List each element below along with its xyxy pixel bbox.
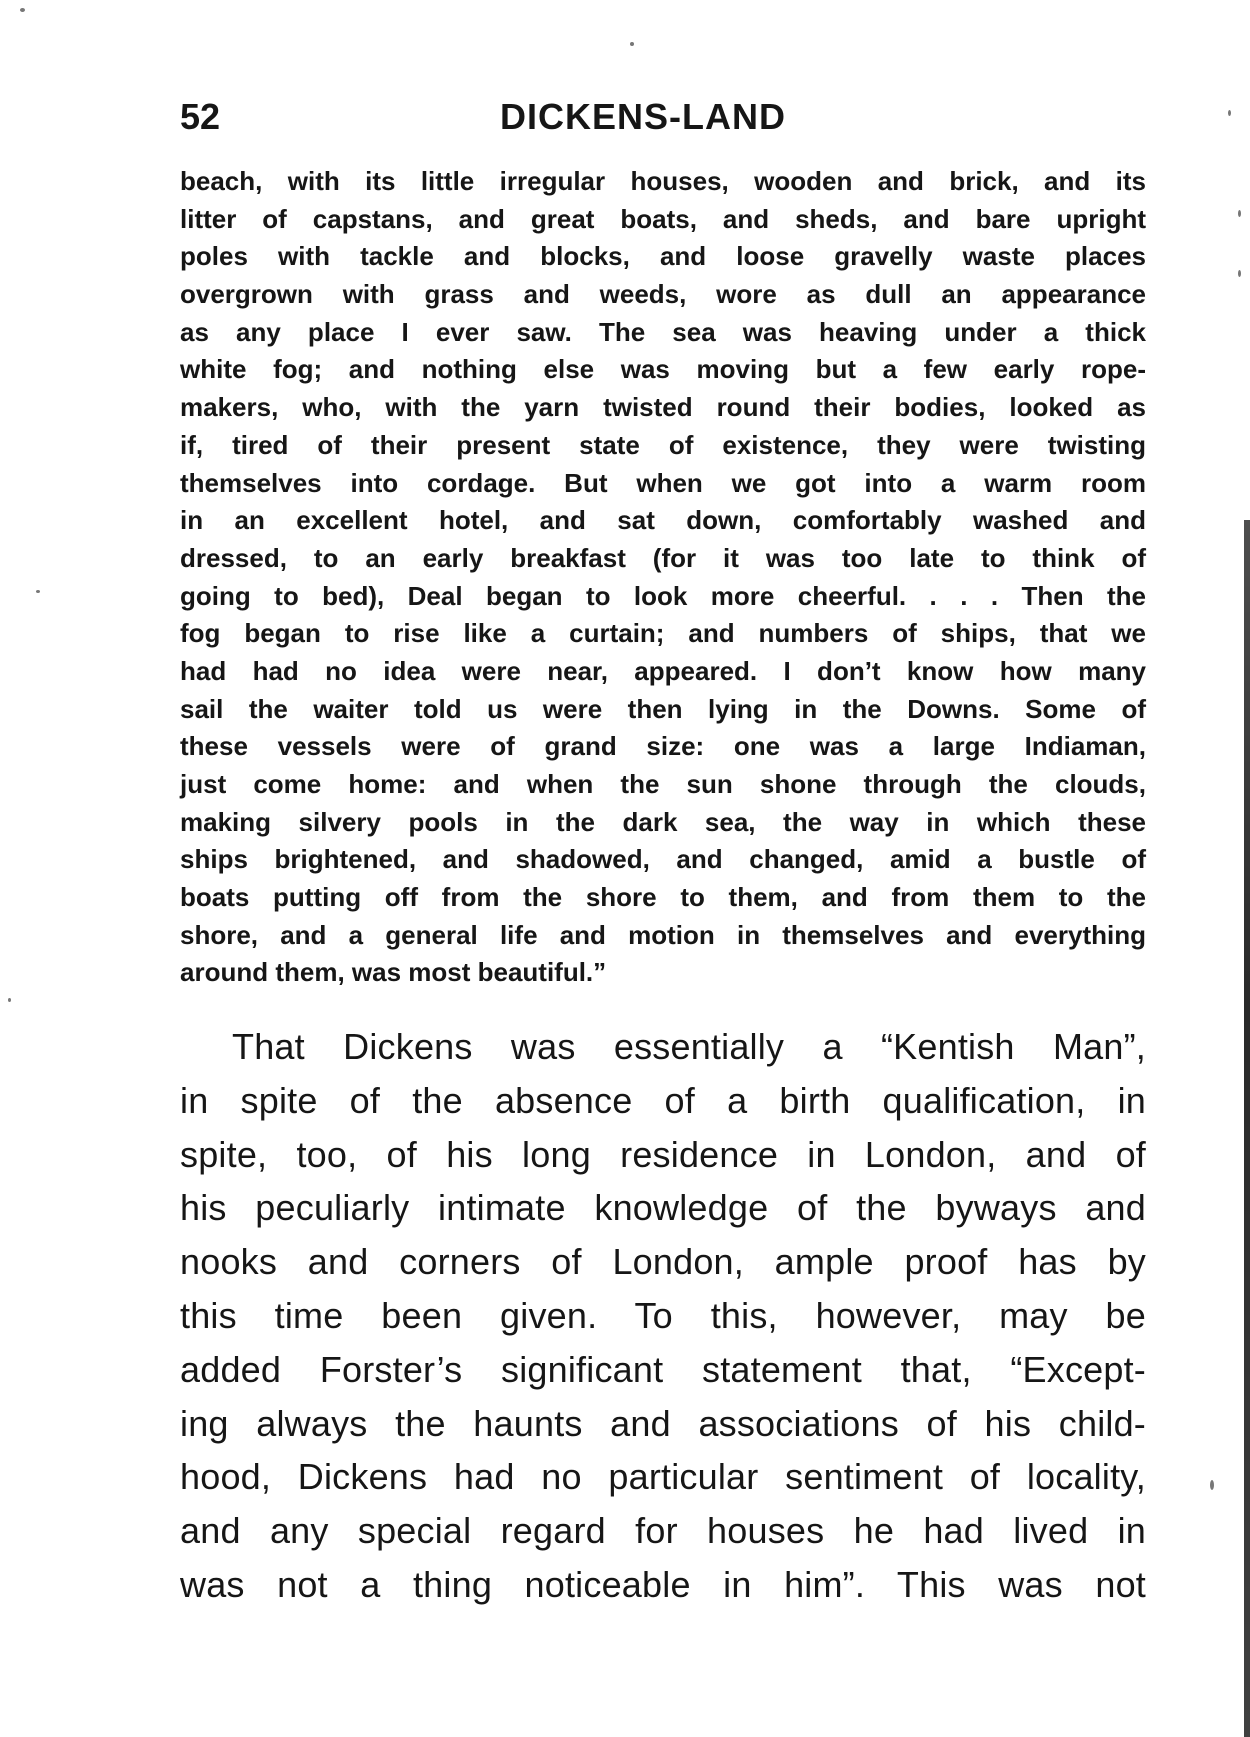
body-line: and any special regard for houses he had lived in: [180, 1510, 1146, 1552]
running-head: [180, 92, 1146, 142]
body-line: was not a thing noticeable in him”. This was not: [180, 1563, 1146, 1605]
quote-line: themselves into cordage. But when we got into a warm room: [180, 467, 1146, 498]
scan-speck: [36, 590, 40, 593]
page-number: 52: [180, 96, 221, 137]
quote-line: sail the waiter told us were then lying in the Downs. Some of: [180, 693, 1146, 724]
quote-line: fog began to rise like a curtain; and numbers of ships, that we: [180, 618, 1146, 649]
quote-line: white fog; and nothing else was moving but a few early rope-: [180, 354, 1146, 385]
quoted-passage: [180, 163, 1146, 992]
body-line: in spite of the absence of a birth qualification, in: [180, 1079, 1146, 1121]
body-line: That Dickens was essentially a “Kentish Man”,: [232, 1026, 1146, 1067]
quote-line: boats putting off from the shore to them, and from them to the: [180, 882, 1146, 913]
quote-line: poles with tackle and blocks, and loose gravelly waste places: [180, 241, 1146, 272]
quote-line: makers, who, with the yarn twisted round their bodies, looked as: [180, 392, 1146, 423]
quote-line: overgrown with grass and weeds, wore as dull an appearance: [180, 279, 1146, 310]
quote-line: dressed, to an early breakfast (for it was too late to think of: [180, 542, 1146, 573]
quote-line: around them, was most beautiful.”: [180, 957, 607, 988]
scan-speck: [20, 8, 25, 12]
quote-line: beach, with its little irregular houses, wooden and brick, and its: [180, 166, 1146, 196]
scan-speck: [1228, 110, 1231, 116]
quote-line: going to bed), Deal began to look more cheerful. . . . Then the: [180, 580, 1146, 611]
quote-line: these vessels were of grand size: one was a large Indiaman,: [180, 731, 1146, 762]
scan-speck: [630, 42, 634, 46]
body-line: his peculiarly intimate knowledge of the byways and: [180, 1187, 1146, 1229]
scan-speck: [1238, 270, 1241, 277]
quote-line: shore, and a general life and motion in themselves and everything: [180, 919, 1146, 950]
quote-line: just come home: and when the sun shone through the clouds,: [180, 769, 1146, 799]
body-line: ing always the haunts and associations of his child-: [180, 1402, 1146, 1444]
scanned-binding-edge: [1244, 520, 1250, 1737]
quote-line: ships brightened, and shadowed, and changed, amid a bustle of: [180, 844, 1146, 875]
quote-line: if, tired of their present state of existence, they were twisting: [180, 429, 1146, 460]
quote-line: in an excellent hotel, and sat down, comfortably washed and: [180, 505, 1146, 536]
quote-line: making silvery pools in the dark sea, the way in which these: [180, 806, 1146, 837]
scan-speck: [8, 998, 11, 1002]
body-line: nooks and corners of London, ample proof has by: [180, 1241, 1146, 1283]
body-line: spite, too, of his long residence in London, and of: [180, 1133, 1146, 1175]
quote-line: as any place I ever saw. The sea was heaving under a thick: [180, 316, 1146, 347]
scan-speck: [1210, 1480, 1214, 1490]
body-paragraph: [180, 1020, 1146, 1612]
quote-line: litter of capstans, and great boats, and sheds, and bare upright: [180, 203, 1146, 234]
scan-speck: [1238, 210, 1241, 217]
body-line: this time been given. To this, however, may be: [180, 1294, 1146, 1336]
running-title: DICKENS-LAND: [500, 96, 786, 137]
quote-line: had had no idea were near, appeared. I don’t know how many: [180, 655, 1146, 686]
body-line: hood, Dickens had no particular sentiment of locality,: [180, 1456, 1146, 1498]
body-line: added Forster’s significant statement that, “Except-: [180, 1348, 1146, 1390]
